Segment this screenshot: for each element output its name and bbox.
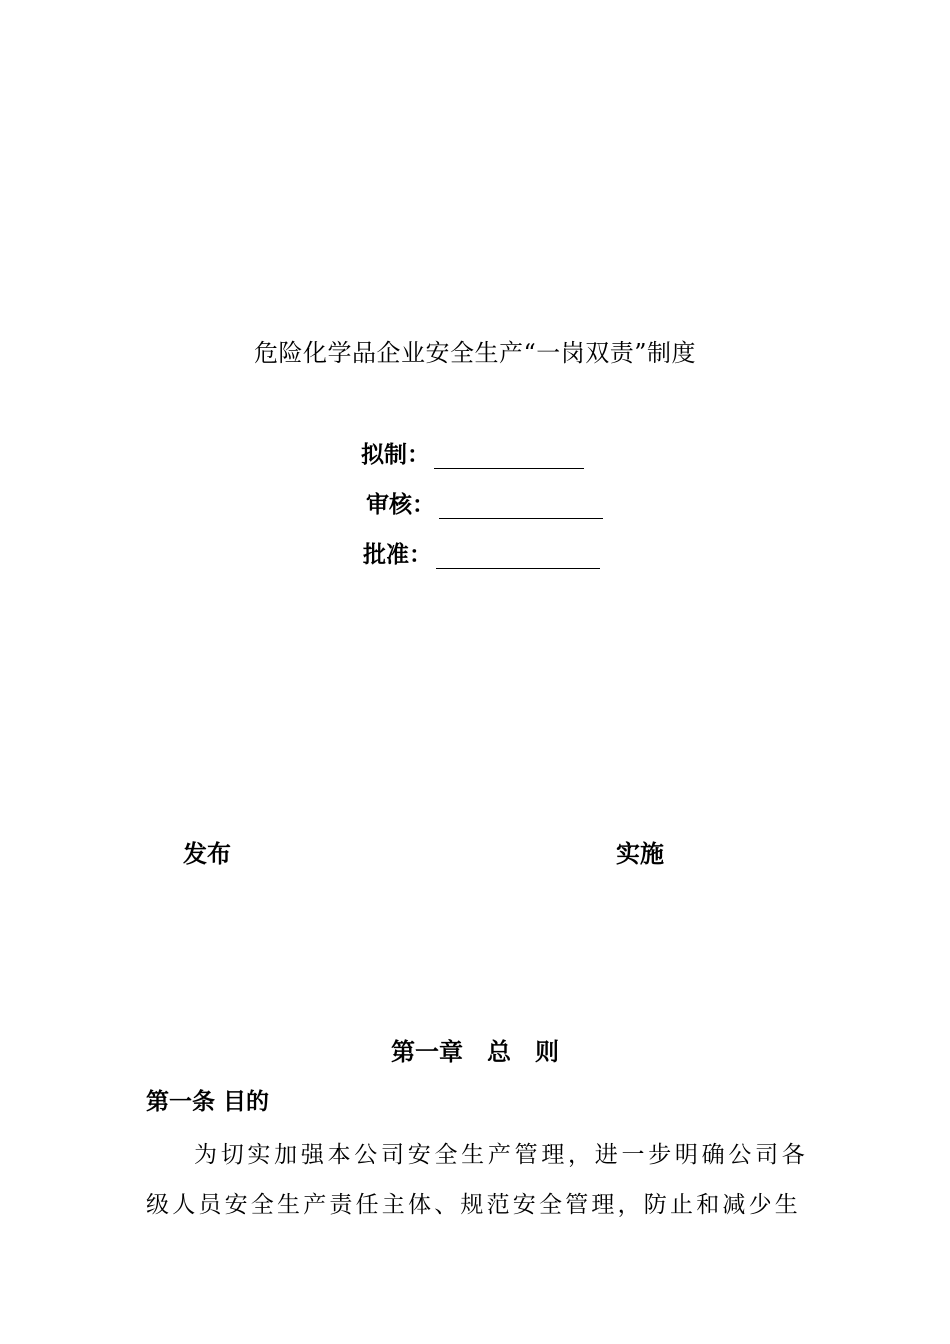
signoff-label-approve: 批准： bbox=[363, 541, 432, 568]
signoff-row-approve bbox=[363, 536, 600, 569]
signoff-label-draft: 拟制： bbox=[361, 441, 430, 468]
signoff-line-draft bbox=[434, 446, 584, 469]
signoff-row-draft bbox=[361, 436, 584, 469]
signoff-line-approve bbox=[436, 546, 600, 569]
publish-label: 发布 bbox=[183, 839, 231, 868]
chapter-heading: 第一章 总 则 bbox=[391, 1037, 559, 1066]
effective-label: 实施 bbox=[616, 839, 664, 868]
signoff-label-review: 审核： bbox=[366, 491, 435, 518]
signoff-row-review bbox=[366, 486, 603, 519]
article-heading: 第一条 目的 bbox=[146, 1088, 270, 1115]
document-title: 危险化学品企业安全生产“一岗双责”制度 bbox=[253, 339, 697, 367]
article-body: 为切实加强本公司安全生产管理，进一步明确公司各级人员安全生产责任主体、规范安全管理，防止和减少生 bbox=[146, 1142, 808, 1218]
signoff-line-review bbox=[439, 496, 603, 519]
